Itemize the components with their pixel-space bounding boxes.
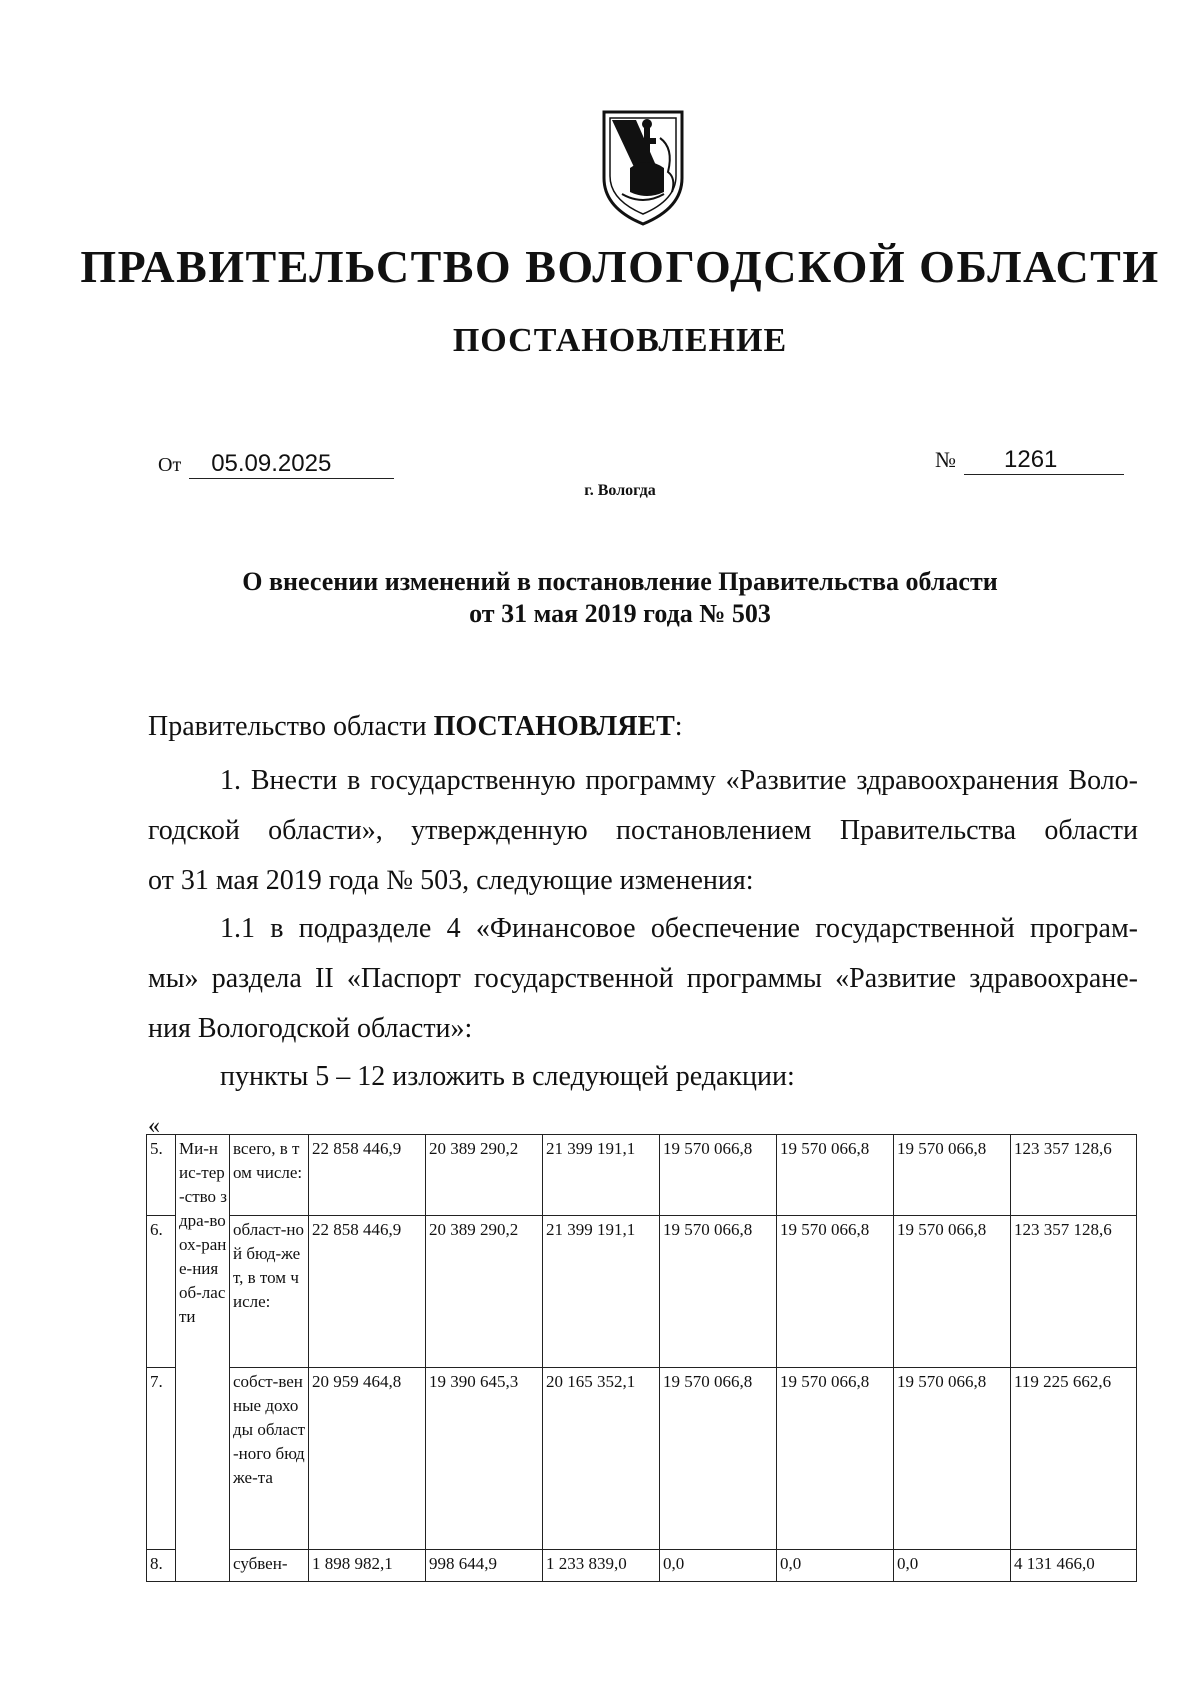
row-number: 5.: [147, 1135, 176, 1216]
intro-prefix: Правительство области: [148, 711, 434, 742]
value-cell: 19 570 066,8: [660, 1135, 777, 1216]
paragraph-1: [148, 756, 1138, 906]
table-row: [147, 1368, 1137, 1550]
financing-table: [146, 1134, 1137, 1582]
value-cell: 21 399 191,1: [543, 1216, 660, 1368]
total-cell: 119 225 662,6: [1011, 1368, 1137, 1550]
value-cell: 20 389 290,2: [426, 1135, 543, 1216]
value-cell: 1 233 839,0: [543, 1550, 660, 1582]
value-cell: 19 570 066,8: [660, 1368, 777, 1550]
value-cell: 19 570 066,8: [894, 1368, 1011, 1550]
value-cell: 20 959 464,8: [309, 1368, 426, 1550]
table-row: [147, 1135, 1137, 1216]
value-cell: 22 858 446,9: [309, 1216, 426, 1368]
total-cell: 4 131 466,0: [1011, 1550, 1137, 1582]
paragraph-2-line-3: ния Вологодской области»:: [148, 1013, 473, 1044]
paragraph-1-line-3: от 31 мая 2019 года № 503, следующие изменения:: [148, 865, 754, 896]
row-number: 6.: [147, 1216, 176, 1368]
value-cell: 19 570 066,8: [894, 1135, 1011, 1216]
table-row: [147, 1550, 1137, 1582]
table-row: [147, 1216, 1137, 1368]
row-label: област-ной бюд-жет, в том числе:: [230, 1216, 309, 1368]
number-prefix: №: [935, 447, 956, 472]
value-cell: 0,0: [894, 1550, 1011, 1582]
document-number: [935, 446, 1124, 475]
paragraph-1-line-2: годской области», утвержденную постановлением Правительства области: [148, 815, 1138, 846]
subject-line-1: О внесении изменений в постановление Правительства области: [242, 567, 998, 596]
row-label: всего, в том числе:: [230, 1135, 309, 1216]
intro-suffix: :: [674, 711, 683, 742]
row-label: собст-венные доходы област-ного бюдже-та: [230, 1368, 309, 1550]
row-label: субвен-: [230, 1550, 309, 1582]
paragraph-2-line-1: 1.1 в подразделе 4 «Финансовое обеспечение государственной програм-: [220, 913, 1138, 944]
row-number: 7.: [147, 1368, 176, 1550]
open-quote: «: [148, 1113, 160, 1139]
document-subject: [0, 566, 1200, 630]
paragraph-2: [148, 904, 1138, 1054]
total-cell: 123 357 128,6: [1011, 1135, 1137, 1216]
value-cell: 0,0: [660, 1550, 777, 1582]
paragraph-2-line-2: мы» раздела II «Паспорт государственной программы «Развитие здравоохране-: [148, 963, 1138, 994]
value-cell: 19 570 066,8: [777, 1368, 894, 1550]
number-value: 1261: [964, 446, 1124, 475]
value-cell: 22 858 446,9: [309, 1135, 426, 1216]
document-type: ПОСТАНОВЛЕНИЕ: [452, 322, 788, 359]
value-cell: 19 570 066,8: [777, 1135, 894, 1216]
government-title: ПРАВИТЕЛЬСТВО ВОЛОГОДСКОЙ ОБЛАСТИ: [80, 241, 1160, 292]
value-cell: 19 570 066,8: [777, 1216, 894, 1368]
subject-line-2: от 31 мая 2019 года № 503: [469, 599, 771, 628]
value-cell: 21 399 191,1: [543, 1135, 660, 1216]
date-prefix: От: [158, 454, 182, 476]
document-date: [158, 450, 394, 479]
value-cell: 19 570 066,8: [660, 1216, 777, 1368]
paragraph-3: [148, 1052, 1138, 1102]
date-value: 05.09.2025: [189, 450, 394, 479]
value-cell: 20 165 352,1: [543, 1368, 660, 1550]
intro-paragraph: [148, 702, 1138, 752]
city: г. Вологда: [584, 482, 656, 499]
value-cell: 19 570 066,8: [894, 1216, 1011, 1368]
paragraph-1-line-1: 1. Внести в государственную программу «Развитие здравоохранения Воло-: [220, 765, 1138, 796]
value-cell: 20 389 290,2: [426, 1216, 543, 1368]
paragraph-3-text: пункты 5 – 12 изложить в следующей редакции:: [220, 1061, 795, 1092]
value-cell: 19 390 645,3: [426, 1368, 543, 1550]
intro-bold: ПОСТАНОВЛЯЕТ: [433, 711, 675, 742]
row-number: 8.: [147, 1550, 176, 1582]
organization-cell: Ми-нис-тер-ство здра-воох-ране-ния об-ласти: [176, 1135, 230, 1582]
value-cell: 0,0: [777, 1550, 894, 1582]
value-cell: 1 898 982,1: [309, 1550, 426, 1582]
coat-of-arms-icon: [600, 108, 686, 228]
total-cell: 123 357 128,6: [1011, 1216, 1137, 1368]
value-cell: 998 644,9: [426, 1550, 543, 1582]
